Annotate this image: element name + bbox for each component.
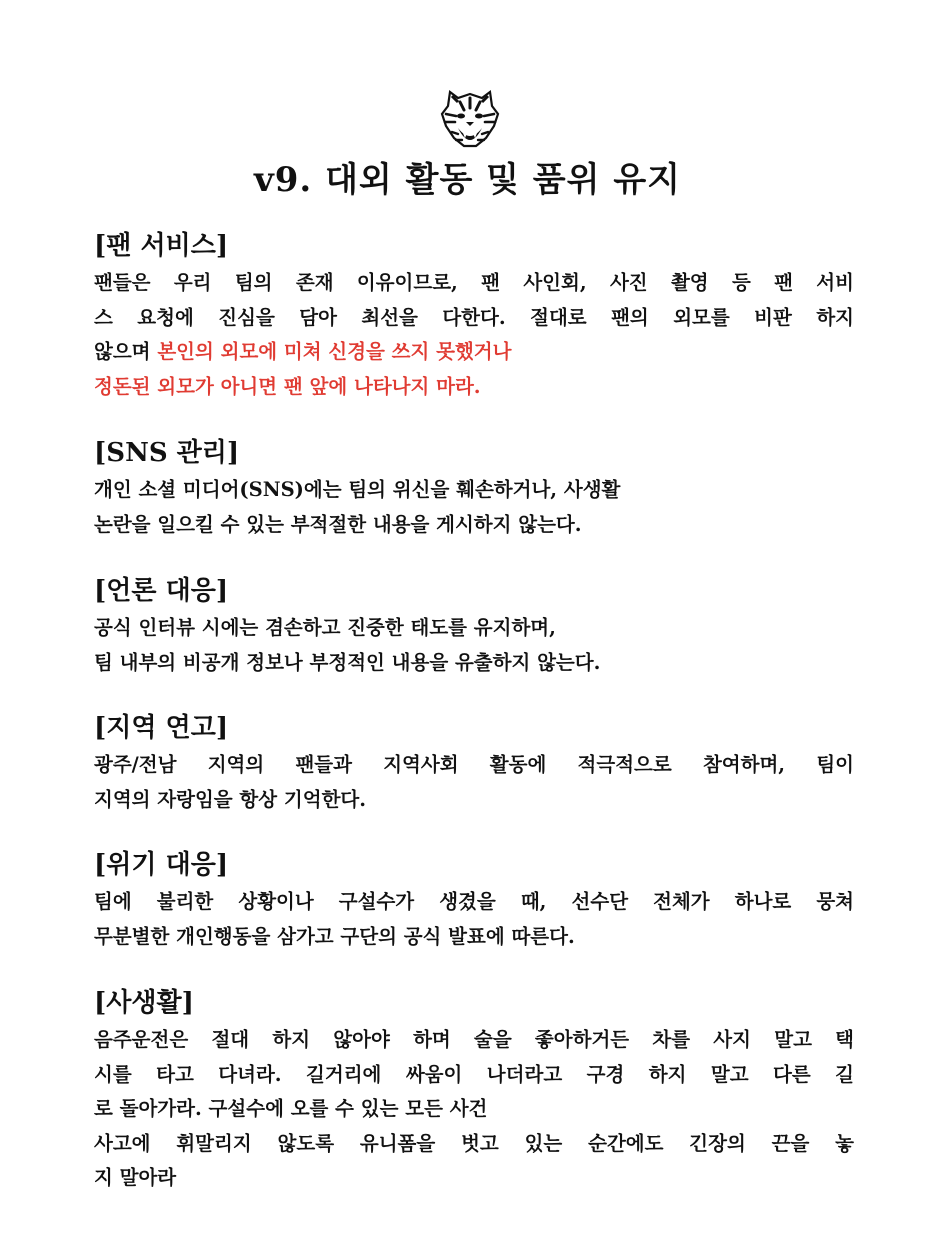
section-body [94, 611, 854, 680]
body-line: 공식 인터뷰 시에는 겸손하고 진중한 태도를 유지하며, [94, 616, 556, 639]
body-line: 논란을 일으킬 수 있는 부적절한 내용을 게시하지 않는다. [94, 512, 582, 536]
section-region [94, 710, 854, 817]
section-heading: [SNS 관리] [94, 438, 240, 468]
body-line: 지 말아라 [94, 1166, 177, 1189]
body-line [94, 335, 854, 370]
section-private-life [94, 985, 854, 1196]
body-line: 사고에 휘말리지 않도록 유니폼을 벗고 있는 순간에도 긴장의 끈을 놓 [94, 1131, 854, 1155]
highlighted-text: 정돈된 외모가 아니면 팬 앞에 나타나지 마라. [94, 374, 481, 398]
body-line: 시를 타고 다녀라. 길거리에 싸움이 나더라고 구경 하지 말고 다른 길 [94, 1062, 854, 1086]
section-crisis [94, 847, 854, 954]
tiger-head-icon [436, 84, 504, 150]
body-line: 지역의 자랑임을 항상 기억한다. [94, 787, 367, 811]
body-line: 팬들은 우리 팀의 존재 이유이므로, 팬 사인회, 사진 촬영 등 팬 서비 [94, 271, 854, 294]
section-body [94, 266, 854, 404]
body-line: 스 요청에 진심을 담아 최선을 다한다. 절대로 팬의 외모를 비판 하지 [94, 305, 854, 329]
body-line: 무분별한 개인행동을 삼가고 구단의 공식 발표에 따른다. [94, 924, 575, 948]
page-title: v9. 대외 활동 및 품위 유지 [253, 160, 682, 200]
section-sns [94, 435, 854, 542]
section-heading: [사생활] [94, 988, 194, 1018]
section-body [94, 885, 854, 954]
section-heading: [팬 서비스] [94, 231, 229, 261]
body-line: 광주/전남 지역의 팬들과 지역사회 활동에 적극적으로 참여하며, 팀이 [94, 753, 854, 776]
body-line: 팀에 불리한 상황이나 구설수가 생겼을 때, 선수단 전체가 하나로 뭉쳐 [94, 890, 854, 913]
body-line: 개인 소셜 미디어(SNS)에는 팀의 위신을 훼손하거나, 사생활 [94, 478, 621, 501]
body-line: 팀 내부의 비공개 정보나 부정적인 내용을 유출하지 않는다. [94, 650, 601, 674]
body-text: 않으며 [94, 340, 158, 363]
section-fan-service [94, 228, 854, 404]
body-line: 로 돌아가라. 구설수에 오를 수 있는 모든 사건 [94, 1097, 488, 1120]
section-heading: [언론 대응] [94, 576, 229, 606]
section-body [94, 473, 854, 542]
section-body [94, 748, 854, 817]
section-heading: [지역 연고] [94, 713, 229, 743]
body-line: 음주운전은 절대 하지 않아야 하며 술을 좋아하거든 차를 사지 말고 택 [94, 1028, 854, 1051]
section-media [94, 573, 854, 680]
section-heading: [위기 대응] [94, 850, 229, 880]
highlighted-text: 본인의 외모에 미쳐 신경을 쓰지 못했거나 [157, 340, 512, 363]
section-body [94, 1023, 854, 1196]
